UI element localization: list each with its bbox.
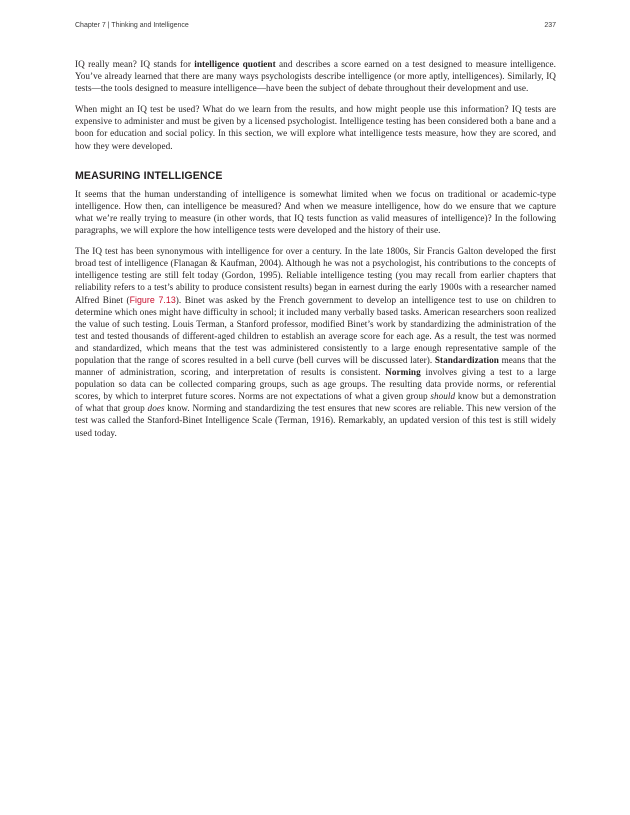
text-run: know. Norming and standardizing the test ensures that new scores are reliable. This new version of the test was called the Stanford-Binet Intelligence Scale (Terman, 1916). Remarkably, an updated version of this test is still widely used today. [75, 403, 556, 438]
text-run: know but a demonstration of what that group [75, 391, 556, 414]
text-run: and describes a score earned on a test designed to measure intelligence. You’ve already learned that there are many ways psychologists describe intelligence (or more aptly, intelligences). Similarly, IQ tests—the tools designed to measure intelligence—have been the subject of debate throughout their development and use. [75, 59, 556, 94]
text-run: IQ really mean? IQ stands for [75, 59, 195, 69]
key-term-standardization: Standardization [434, 354, 499, 365]
text-run: The IQ test has been synonymous with intelligence for over a century. In the late 1800s, Sir Francis Galton developed the first broad test of intelligence (Flanagan & Kaufman, 2004). Although he was not a psychologist, his contributions to the concepts of intelligence testing are still felt today (Gordon, 1995). Reliable intelligence testing (you may recall from earlier chapters that reliability refers to a test’s ability to produce consistent results) began in earnest during the early 1900s with a researcher named Alfred Binet ( [75, 246, 556, 305]
text-run: means that the manner of administration, scoring, and interpretation of results is consistent. [75, 354, 556, 378]
page-number: 237 [544, 22, 556, 29]
section-heading: MEASURING INTELLIGENCE [75, 169, 223, 182]
key-term-intelligence-quotient: intelligence quotient [194, 59, 276, 69]
figure-link[interactable]: Figure 7.13 [129, 294, 176, 305]
paragraph-history [75, 245, 556, 439]
paragraph-measuring: It seems that the human understanding of intelligence is somewhat limited when we focus on traditional or academic-type intelligence. How then, can intelligence be measured? And when we measure intelligence, how do we ensure that we capture what we’re really trying to measure (in other words, that IQ tests function as valid measures of intelligence)? In the following paragraphs, we will explore the how intelligence tests were developed and the history of their use. [75, 188, 556, 236]
text-run: involves giving a test to a large population so data can be collected comparing groups, such as age groups. The resulting data provide norms, or referential scores, by which to interpret future scores. Norms are not expectations of what a given group [75, 367, 556, 402]
emphasis-should: should [430, 391, 456, 402]
paragraph-iq-test-use: When might an IQ test be used? What do we learn from the results, and how might people use this information? IQ tests are expensive to administer and must be given by a licensed psychologist. Intelligence testing has been considered both a bane and a boon for education and social policy. In this section, we will explore what intelligence tests measure, how they are scored, and how they were developed. [75, 104, 556, 151]
running-header [75, 22, 556, 34]
emphasis-does: does [147, 403, 165, 414]
text-run: ). Binet was asked by the French government to develop an intelligence test to use on children to determine which ones might have difficulty in school; it included many verbally based tasks. American researchers soon realized the value of such testing. Louis Terman, a Stanford professor, modified Binet’s work by standardizing the administration of the test and tested thousands of different-aged children to establish an average score for each age. As a result, the test was normed and standardized, which means that the test was administered consistently to a large enough representative sample of the population that the range of scores resulted in a bell curve (bell curves will be discussed later). [75, 294, 556, 365]
key-term-norming: Norming [385, 367, 421, 378]
page-body [75, 58, 556, 448]
paragraph-iq-definition [75, 58, 556, 94]
chapter-title: Chapter 7 | Thinking and Intelligence [75, 22, 189, 29]
